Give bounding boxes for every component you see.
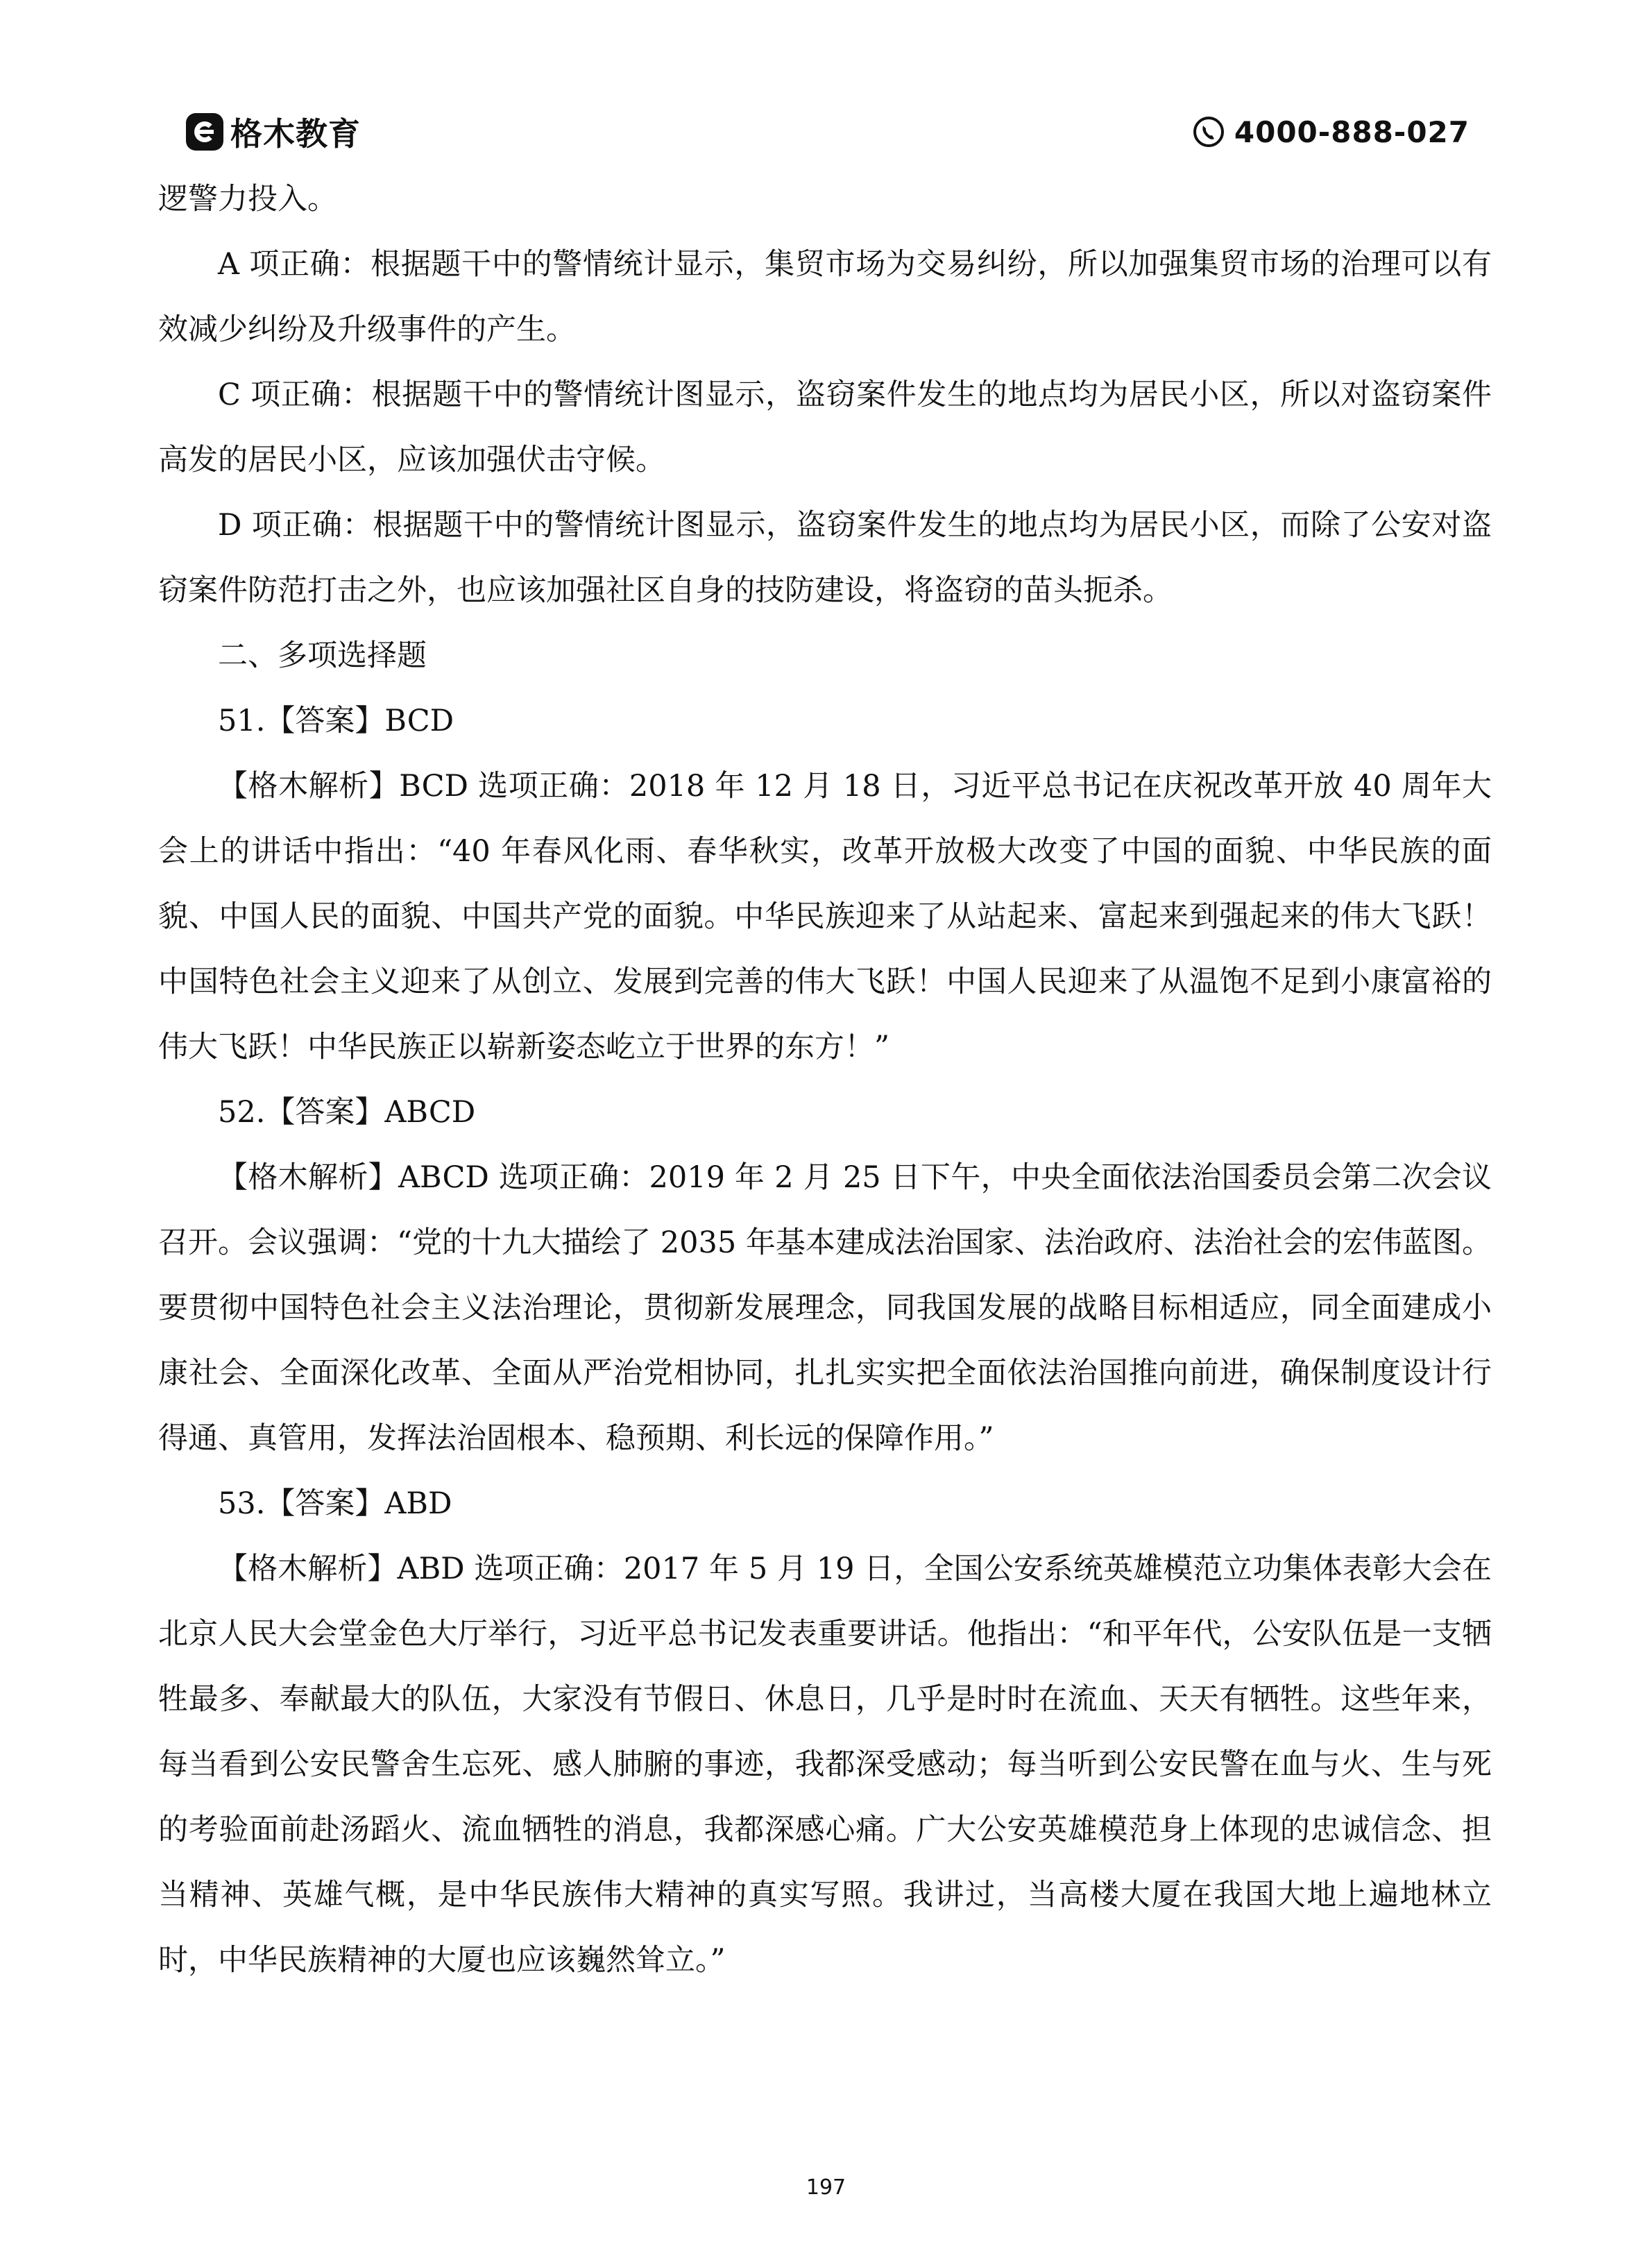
contact-phone: [1193, 104, 1470, 160]
phone-icon: [1193, 116, 1225, 148]
analysis-52: 【格木解析】ABCD 选项正确：2019 年 2 月 25 日下午，中央全面依法治国委员会第二次会议召开。会议强调：“党的十九大描绘了 2035 年基本建成法治国家、法治政府、法治社会的宏伟蓝图。要贯彻中国特色社会主义法治理论，贯彻新发展理念，同我国发展的战略目标相适应，同全面建成小康社会、全面深化改革、全面从严治党相协同，扎扎实实把全面依法治国推向前进，确保制度设计行得通、真管用，发挥法治固根本、稳预期、利长远的保障作用。”: [158, 1160, 1492, 1456]
page-number: 197: [806, 2175, 846, 2200]
brand-logo-icon: [186, 113, 223, 151]
document-body: [158, 167, 1492, 1993]
answer-52: 52.【答案】ABCD: [218, 1095, 476, 1130]
paragraph-option-d: D 项正确：根据题干中的警情统计图显示，盗窃案件发生的地点均为居民小区，而除了公安对盗窃案件防范打击之外，也应该加强社区自身的技防建设，将盗窃的苗头扼杀。: [158, 508, 1492, 608]
paragraph-option-c: C 项正确：根据题干中的警情统计图显示，盗窃案件发生的地点均为居民小区，所以对盗窃案件高发的居民小区，应该加强伏击守候。: [158, 377, 1492, 477]
analysis-51: 【格木解析】BCD 选项正确：2018 年 12 月 18 日，习近平总书记在庆祝改革开放 40 周年大会上的讲话中指出：“40 年春风化雨、春华秋实，改革开放极大改变了中国的面貌、中华民族的面貌、中国人民的面貌、中国共产党的面貌。中华民族迎来了从站起来、富起来到强起来的伟大飞跃！中国特色社会主义迎来了从创立、发展到完善的伟大飞跃！中国人民迎来了从温饱不足到小康富裕的伟大飞跃！中华民族正以崭新姿态屹立于世界的东方！”: [158, 769, 1492, 1064]
section-heading-multiple-choice: 二、多项选择题: [218, 638, 427, 673]
phone-number: 4000-888-027: [1234, 114, 1470, 149]
page-header: [186, 104, 1470, 160]
answer-51: 51.【答案】BCD: [218, 704, 454, 738]
paragraph-option-a: A 项正确：根据题干中的警情统计显示，集贸市场为交易纠纷，所以加强集贸市场的治理可以有效减少纠纷及升级事件的产生。: [158, 247, 1492, 347]
brand-logo: [186, 104, 361, 160]
answer-53: 53.【答案】ABD: [218, 1486, 452, 1521]
brand-name: 格木教育: [230, 115, 361, 153]
paragraph-continuation: 逻警力投入。: [158, 182, 337, 216]
analysis-53: 【格木解析】ABD 选项正确：2017 年 5 月 19 日，全国公安系统英雄模范立功集体表彰大会在北京人民大会堂金色大厅举行，习近平总书记发表重要讲话。他指出：“和平年代，公安队伍是一支牺牲最多、奉献最大的队伍，大家没有节假日、休息日，几乎是时时在流血、天天有牺牲。这些年来，每当看到公安民警舍生忘死、感人肺腑的事迹，我都深受感动；每当听到公安民警在血与火、生与死的考验面前赴汤蹈火、流血牺牲的消息，我都深感心痛。广大公安英雄模范身上体现的忠诚信念、担当精神、英雄气概，是中华民族伟大精神的真实写照。我讲过，当高楼大厦在我国大地上遍地林立时，中华民族精神的大厦也应该巍然耸立。”: [158, 1552, 1492, 1978]
